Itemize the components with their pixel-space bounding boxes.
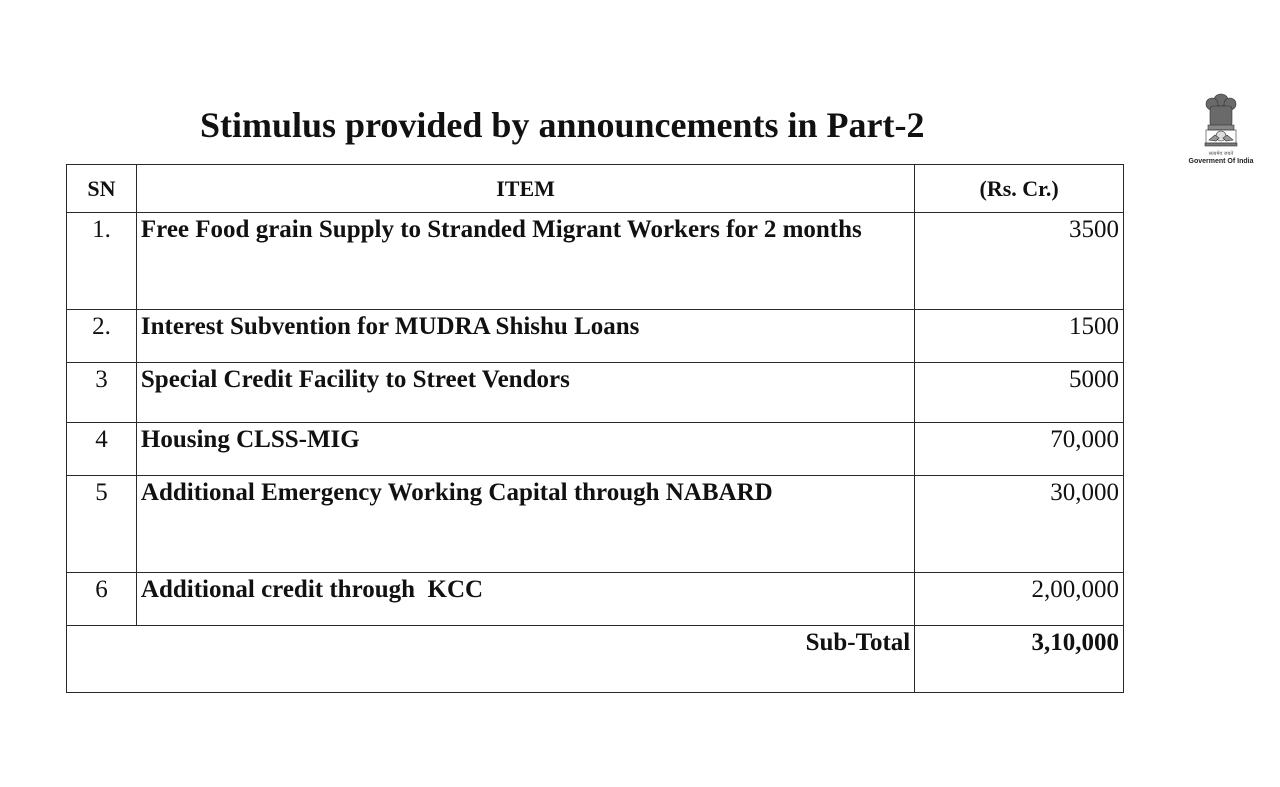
row-amount: 5000 [915, 363, 1124, 423]
row-sn: 3 [67, 363, 137, 423]
header-item: ITEM [136, 165, 914, 213]
row-amount: 70,000 [915, 423, 1124, 476]
row-sn: 6 [67, 573, 137, 626]
row-item: Additional credit through KCC [136, 573, 914, 626]
row-amount: 3500 [915, 213, 1124, 310]
header-sn: SN [67, 165, 137, 213]
table-row [67, 310, 1124, 363]
row-item: Free Food grain Supply to Stranded Migrant Workers for 2 months [136, 213, 914, 310]
national-emblem [1182, 92, 1260, 178]
row-amount: 2,00,000 [915, 573, 1124, 626]
subtotal-label: Sub-Total [67, 626, 915, 693]
table-row [67, 573, 1124, 626]
row-sn: 2. [67, 310, 137, 363]
row-sn: 5 [67, 476, 137, 573]
table-row [67, 423, 1124, 476]
table-row [67, 476, 1124, 573]
stimulus-table [66, 164, 1124, 693]
lion-capital-icon [1201, 92, 1241, 150]
row-sn: 1. [67, 213, 137, 310]
row-amount: 1500 [915, 310, 1124, 363]
subtotal-row [67, 626, 1124, 693]
emblem-motto: सत्यमेव जयते [1208, 151, 1234, 157]
row-item: Interest Subvention for MUDRA Shishu Loans [136, 310, 914, 363]
table-row [67, 363, 1124, 423]
table-header-row [67, 165, 1124, 213]
row-item: Housing CLSS-MIG [136, 423, 914, 476]
row-item: Additional Emergency Working Capital through NABARD [136, 476, 914, 573]
subtotal-amount: 3,10,000 [915, 626, 1124, 693]
row-amount: 30,000 [915, 476, 1124, 573]
emblem-caption: Goverment Of India [1188, 158, 1254, 165]
page-title: Stimulus provided by announcements in Part-2 [200, 105, 925, 145]
header-amount: (Rs. Cr.) [915, 165, 1124, 213]
row-sn: 4 [67, 423, 137, 476]
row-item: Special Credit Facility to Street Vendors [136, 363, 914, 423]
table-row [67, 213, 1124, 310]
